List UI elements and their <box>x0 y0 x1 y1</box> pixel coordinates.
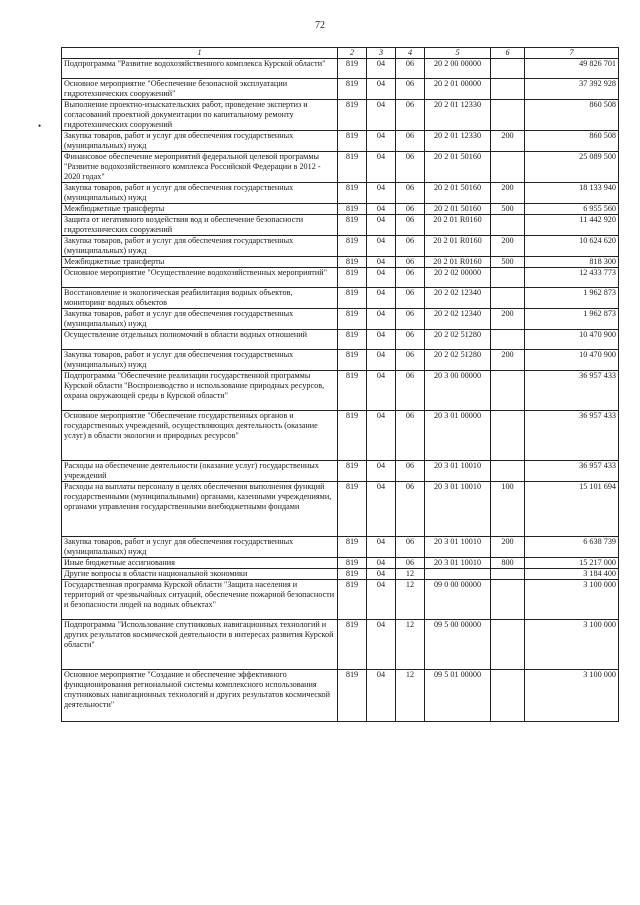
row-name: Межбюджетные трансферты <box>62 204 338 215</box>
row-csr: 20 3 00 00000 <box>425 371 491 411</box>
table-row <box>62 131 619 152</box>
row-csr: 20 2 01 R0160 <box>425 215 491 236</box>
row-sum: 3 100 000 <box>525 620 619 670</box>
table-row <box>62 152 619 183</box>
row-vr: 200 <box>491 350 525 371</box>
row-gr: 819 <box>338 204 367 215</box>
row-pr: 06 <box>396 236 425 257</box>
table-row <box>62 288 619 309</box>
row-gr: 819 <box>338 350 367 371</box>
row-pr: 06 <box>396 204 425 215</box>
row-csr: 20 2 01 12330 <box>425 131 491 152</box>
row-sum: 49 826 701 <box>525 59 619 79</box>
row-rz: 04 <box>367 309 396 330</box>
row-gr: 819 <box>338 257 367 268</box>
row-pr: 06 <box>396 482 425 537</box>
row-rz: 04 <box>367 620 396 670</box>
row-sum: 1 962 873 <box>525 288 619 309</box>
row-csr: 20 3 01 10010 <box>425 482 491 537</box>
row-name: Закупка товаров, работ и услуг для обеспечения государственных (муниципальных) нужд <box>62 350 338 371</box>
row-sum: 36 957 433 <box>525 461 619 482</box>
row-csr: 20 3 01 10010 <box>425 558 491 569</box>
row-rz: 04 <box>367 257 396 268</box>
row-name: Подпрограмма "Развитие водохозяйственного комплекса Курской области" <box>62 59 338 79</box>
table-row <box>62 204 619 215</box>
row-gr: 819 <box>338 482 367 537</box>
row-vr <box>491 580 525 620</box>
row-rz: 04 <box>367 350 396 371</box>
row-name: Защита от негативного воздействия вод и обеспечение безопасности гидротехнических сооружений <box>62 215 338 236</box>
row-vr <box>491 288 525 309</box>
table-row <box>62 482 619 537</box>
row-vr <box>491 461 525 482</box>
page-number: 72 <box>315 20 325 31</box>
column-number-row <box>62 48 619 59</box>
row-vr <box>491 59 525 79</box>
row-csr: 20 2 02 12340 <box>425 288 491 309</box>
row-name: Закупка товаров, работ и услуг для обеспечения государственных (муниципальных) нужд <box>62 236 338 257</box>
row-rz: 04 <box>367 100 396 131</box>
table-row <box>62 371 619 411</box>
row-csr: 20 2 02 00000 <box>425 268 491 288</box>
column-header: 2 <box>338 48 367 59</box>
table-row <box>62 350 619 371</box>
row-sum: 3 100 000 <box>525 580 619 620</box>
row-sum: 37 392 928 <box>525 79 619 100</box>
row-pr: 06 <box>396 79 425 100</box>
row-gr: 819 <box>338 268 367 288</box>
row-csr: 20 3 01 00000 <box>425 411 491 461</box>
row-vr <box>491 670 525 722</box>
row-gr: 819 <box>338 558 367 569</box>
row-pr: 06 <box>396 268 425 288</box>
row-rz: 04 <box>367 482 396 537</box>
row-rz: 04 <box>367 59 396 79</box>
row-name: Другие вопросы в области национальной экономики <box>62 569 338 580</box>
row-gr: 819 <box>338 537 367 558</box>
row-vr <box>491 100 525 131</box>
table-row <box>62 268 619 288</box>
row-vr <box>491 411 525 461</box>
row-sum: 25 089 500 <box>525 152 619 183</box>
row-csr: 20 2 01 R0160 <box>425 236 491 257</box>
row-sum: 11 442 920 <box>525 215 619 236</box>
row-sum: 10 624 620 <box>525 236 619 257</box>
row-pr: 06 <box>396 350 425 371</box>
row-name: Выполнение проектно-изыскательских работ, проведение экспертиз и согласований проектной документации по капитальному ремонту гидротехнических сооружений <box>62 100 338 131</box>
row-pr: 06 <box>396 537 425 558</box>
row-rz: 04 <box>367 152 396 183</box>
row-pr: 06 <box>396 257 425 268</box>
row-pr: 06 <box>396 461 425 482</box>
row-name: Основное мероприятие "Осуществление водохозяйственных мероприятий" <box>62 268 338 288</box>
row-name: Подпрограмма "Обеспечение реализации государственной программы Курской области "Воспроизводство и использование природных ресурсов, охрана окружающей среды в Курской области" <box>62 371 338 411</box>
row-name: Межбюджетные трансферты <box>62 257 338 268</box>
row-rz: 04 <box>367 131 396 152</box>
row-csr: 20 2 02 51280 <box>425 350 491 371</box>
row-vr: 200 <box>491 309 525 330</box>
row-rz: 04 <box>367 569 396 580</box>
row-sum: 860 508 <box>525 100 619 131</box>
row-name: Осуществление отдельных полномочий в области водных отношений <box>62 330 338 350</box>
table-row <box>62 100 619 131</box>
row-vr: 800 <box>491 558 525 569</box>
row-sum: 10 470 900 <box>525 330 619 350</box>
row-vr: 200 <box>491 183 525 204</box>
row-csr: 20 2 01 12330 <box>425 100 491 131</box>
row-pr: 12 <box>396 670 425 722</box>
table-row <box>62 79 619 100</box>
row-csr: 20 2 02 12340 <box>425 309 491 330</box>
row-gr: 819 <box>338 620 367 670</box>
row-name: Закупка товаров, работ и услуг для обеспечения государственных (муниципальных) нужд <box>62 537 338 558</box>
row-rz: 04 <box>367 461 396 482</box>
row-rz: 04 <box>367 288 396 309</box>
row-csr: 20 2 01 50160 <box>425 183 491 204</box>
row-pr: 06 <box>396 59 425 79</box>
row-csr: 20 2 01 50160 <box>425 152 491 183</box>
row-vr <box>491 371 525 411</box>
row-gr: 819 <box>338 131 367 152</box>
row-pr: 06 <box>396 288 425 309</box>
row-name: Расходы на выплаты персоналу в целях обеспечения выполнения функций государственными (муниципальными) органами, казенными учреждениями, органами управления государственными внебюджетными фондами <box>62 482 338 537</box>
row-pr: 06 <box>396 411 425 461</box>
row-csr: 09 5 01 00000 <box>425 670 491 722</box>
row-sum: 3 100 000 <box>525 670 619 722</box>
column-header: 7 <box>525 48 619 59</box>
row-rz: 04 <box>367 670 396 722</box>
row-csr: 09 0 00 00000 <box>425 580 491 620</box>
row-csr: 20 2 02 51280 <box>425 330 491 350</box>
row-pr: 06 <box>396 309 425 330</box>
row-pr: 12 <box>396 580 425 620</box>
row-gr: 819 <box>338 580 367 620</box>
table-row <box>62 330 619 350</box>
row-name: Основное мероприятие "Обеспечение государственных органов и государственных учреждений, осуществляющих деятельность (оказание услуг) в области экологии и природных ресурсов" <box>62 411 338 461</box>
row-name: Подпрограмма "Использование спутниковых навигационных технологий и других результатов космической деятельности в интересах развития Курской области" <box>62 620 338 670</box>
row-gr: 819 <box>338 215 367 236</box>
row-gr: 819 <box>338 183 367 204</box>
budget-table <box>61 47 619 722</box>
row-name: Основное мероприятие "Обеспечение безопасной эксплуатации гидротехнических сооружений" <box>62 79 338 100</box>
row-gr: 819 <box>338 236 367 257</box>
row-sum: 818 300 <box>525 257 619 268</box>
column-header: 4 <box>396 48 425 59</box>
row-gr: 819 <box>338 330 367 350</box>
row-pr: 06 <box>396 131 425 152</box>
table-row <box>62 257 619 268</box>
row-sum: 36 957 433 <box>525 371 619 411</box>
row-sum: 15 101 694 <box>525 482 619 537</box>
row-rz: 04 <box>367 558 396 569</box>
table-row <box>62 558 619 569</box>
row-gr: 819 <box>338 461 367 482</box>
row-rz: 04 <box>367 411 396 461</box>
table-row <box>62 580 619 620</box>
row-gr: 819 <box>338 59 367 79</box>
row-pr: 06 <box>396 371 425 411</box>
row-csr: 20 2 01 50160 <box>425 204 491 215</box>
row-pr: 12 <box>396 569 425 580</box>
row-vr <box>491 620 525 670</box>
row-vr <box>491 330 525 350</box>
table-row <box>62 59 619 79</box>
table-row <box>62 461 619 482</box>
row-gr: 819 <box>338 569 367 580</box>
row-name: Закупка товаров, работ и услуг для обеспечения государственных (муниципальных) нужд <box>62 131 338 152</box>
row-sum: 10 470 900 <box>525 350 619 371</box>
row-rz: 04 <box>367 215 396 236</box>
row-gr: 819 <box>338 100 367 131</box>
table-row <box>62 537 619 558</box>
row-gr: 819 <box>338 371 367 411</box>
row-vr: 200 <box>491 131 525 152</box>
row-name: Восстановление и экологическая реабилитация водных объектов, мониторинг водных объектов <box>62 288 338 309</box>
row-sum: 3 184 400 <box>525 569 619 580</box>
row-csr: 09 5 00 00000 <box>425 620 491 670</box>
table-row <box>62 183 619 204</box>
row-sum: 6 955 560 <box>525 204 619 215</box>
row-gr: 819 <box>338 670 367 722</box>
row-pr: 12 <box>396 620 425 670</box>
table-row <box>62 309 619 330</box>
row-csr: 20 3 01 10010 <box>425 461 491 482</box>
row-pr: 06 <box>396 100 425 131</box>
table-row <box>62 620 619 670</box>
row-rz: 04 <box>367 330 396 350</box>
row-sum: 18 133 940 <box>525 183 619 204</box>
row-rz: 04 <box>367 268 396 288</box>
row-name: Закупка товаров, работ и услуг для обеспечения государственных (муниципальных) нужд <box>62 183 338 204</box>
row-vr <box>491 215 525 236</box>
table-row <box>62 670 619 722</box>
row-rz: 04 <box>367 537 396 558</box>
row-vr <box>491 569 525 580</box>
row-sum: 1 962 873 <box>525 309 619 330</box>
row-csr: 20 2 01 R0160 <box>425 257 491 268</box>
table-row <box>62 215 619 236</box>
row-vr: 500 <box>491 257 525 268</box>
row-pr: 06 <box>396 152 425 183</box>
row-pr: 06 <box>396 183 425 204</box>
row-rz: 04 <box>367 79 396 100</box>
column-header: 6 <box>491 48 525 59</box>
row-pr: 06 <box>396 558 425 569</box>
table-row <box>62 236 619 257</box>
row-rz: 04 <box>367 204 396 215</box>
row-gr: 819 <box>338 152 367 183</box>
row-csr: 20 2 00 00000 <box>425 59 491 79</box>
row-csr <box>425 569 491 580</box>
row-sum: 36 957 433 <box>525 411 619 461</box>
row-name: Расходы на обеспечение деятельности (оказание услуг) государственных учреждений <box>62 461 338 482</box>
stray-mark: • <box>38 121 42 131</box>
row-name: Закупка товаров, работ и услуг для обеспечения государственных (муниципальных) нужд <box>62 309 338 330</box>
row-sum: 12 433 773 <box>525 268 619 288</box>
row-sum: 6 638 739 <box>525 537 619 558</box>
row-sum: 15 217 000 <box>525 558 619 569</box>
row-pr: 06 <box>396 215 425 236</box>
column-header: 5 <box>425 48 491 59</box>
row-pr: 06 <box>396 330 425 350</box>
row-gr: 819 <box>338 309 367 330</box>
row-rz: 04 <box>367 236 396 257</box>
table-row <box>62 411 619 461</box>
row-vr <box>491 152 525 183</box>
row-vr <box>491 268 525 288</box>
row-rz: 04 <box>367 580 396 620</box>
row-gr: 819 <box>338 411 367 461</box>
table-row <box>62 569 619 580</box>
row-vr <box>491 79 525 100</box>
row-sum: 860 508 <box>525 131 619 152</box>
row-vr: 100 <box>491 482 525 537</box>
row-vr: 200 <box>491 236 525 257</box>
row-csr: 20 2 01 00000 <box>425 79 491 100</box>
row-rz: 04 <box>367 371 396 411</box>
row-vr: 200 <box>491 537 525 558</box>
row-rz: 04 <box>367 183 396 204</box>
row-name: Государственная программа Курской области "Защита населения и территорий от чрезвычайных ситуаций, обеспечение пожарной безопасности и безопасности людей на водных объектах" <box>62 580 338 620</box>
row-gr: 819 <box>338 288 367 309</box>
column-header: 3 <box>367 48 396 59</box>
row-vr: 500 <box>491 204 525 215</box>
row-name: Иные бюджетные ассигнования <box>62 558 338 569</box>
column-header: 1 <box>62 48 338 59</box>
row-name: Финансовое обеспечение мероприятий федеральной целевой программы "Развитие водохозяйственного комплекса Российской Федерации в 2012 - 2020 годах" <box>62 152 338 183</box>
row-name: Основное мероприятие "Создание и обеспечение эффективного функционирования региональной системы комплексного использования спутниковых навигационных технологий и других результатов космической деятельности" <box>62 670 338 722</box>
row-gr: 819 <box>338 79 367 100</box>
row-csr: 20 3 01 10010 <box>425 537 491 558</box>
